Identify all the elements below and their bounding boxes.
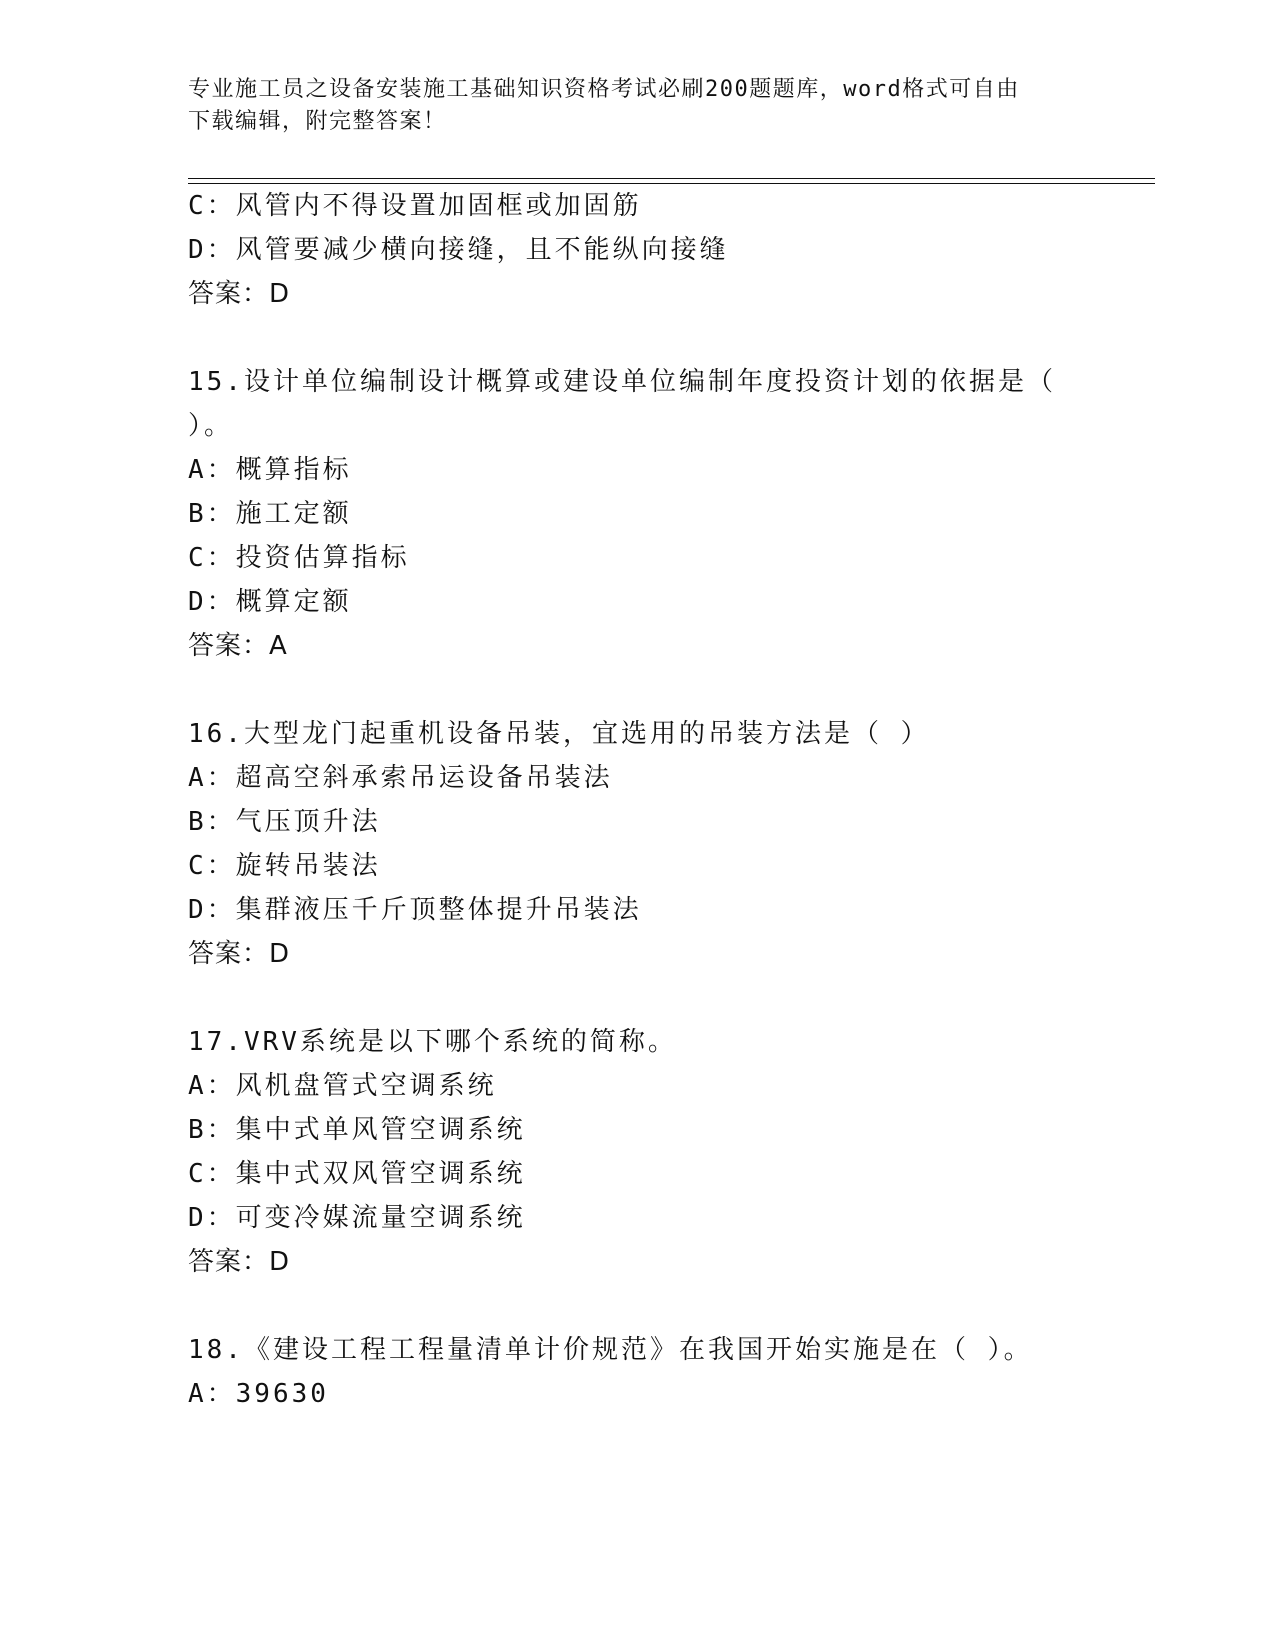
header-rule-top xyxy=(188,178,1155,179)
answer-line: 答案：D xyxy=(188,1247,291,1277)
header-line-2: 下载编辑，附完整答案！ xyxy=(188,109,447,134)
option-line: B：气压顶升法 xyxy=(188,807,381,837)
option-line: C：风管内不得设置加固框或加固筋 xyxy=(188,191,642,221)
option-line: D：可变冷媒流量空调系统 xyxy=(188,1203,526,1233)
option-line: B：集中式单风管空调系统 xyxy=(188,1115,526,1145)
option-line: D：风管要减少横向接缝，且不能纵向接缝 xyxy=(188,235,729,265)
option-line: D：集群液压千斤顶整体提升吊装法 xyxy=(188,895,642,925)
option-line: B：施工定额 xyxy=(188,499,352,529)
question-line: 16.大型龙门起重机设备吊装，宜选用的吊装方法是（ ） xyxy=(188,719,930,749)
question-line: 18.《建设工程工程量清单计价规范》在我国开始实施是在（ ）。 xyxy=(188,1335,1033,1365)
option-line: A：概算指标 xyxy=(188,455,352,485)
answer-line: 答案：D xyxy=(188,939,291,969)
option-line: A：39630 xyxy=(188,1379,329,1409)
header-rule-bottom xyxy=(188,183,1155,184)
header-line-1: 专业施工员之设备安装施工基础知识资格考试必刷200题题库，word格式可自由 xyxy=(188,77,1020,102)
option-line: A：风机盘管式空调系统 xyxy=(188,1071,497,1101)
question-line: 15.设计单位编制设计概算或建设单位编制年度投资计划的依据是（ xyxy=(188,367,1056,397)
option-line: A：超高空斜承索吊运设备吊装法 xyxy=(188,763,613,793)
option-line: C：投资估算指标 xyxy=(188,543,410,573)
answer-line: 答案：A xyxy=(188,631,288,661)
question-line: 17.VRV系统是以下哪个系统的简称。 xyxy=(188,1027,677,1057)
question-line: ）。 xyxy=(188,411,234,441)
option-line: C：集中式双风管空调系统 xyxy=(188,1159,526,1189)
document-header xyxy=(188,74,1088,138)
option-line: D：概算定额 xyxy=(188,587,352,617)
option-line: C：旋转吊装法 xyxy=(188,851,381,881)
answer-line: 答案：D xyxy=(188,279,291,309)
